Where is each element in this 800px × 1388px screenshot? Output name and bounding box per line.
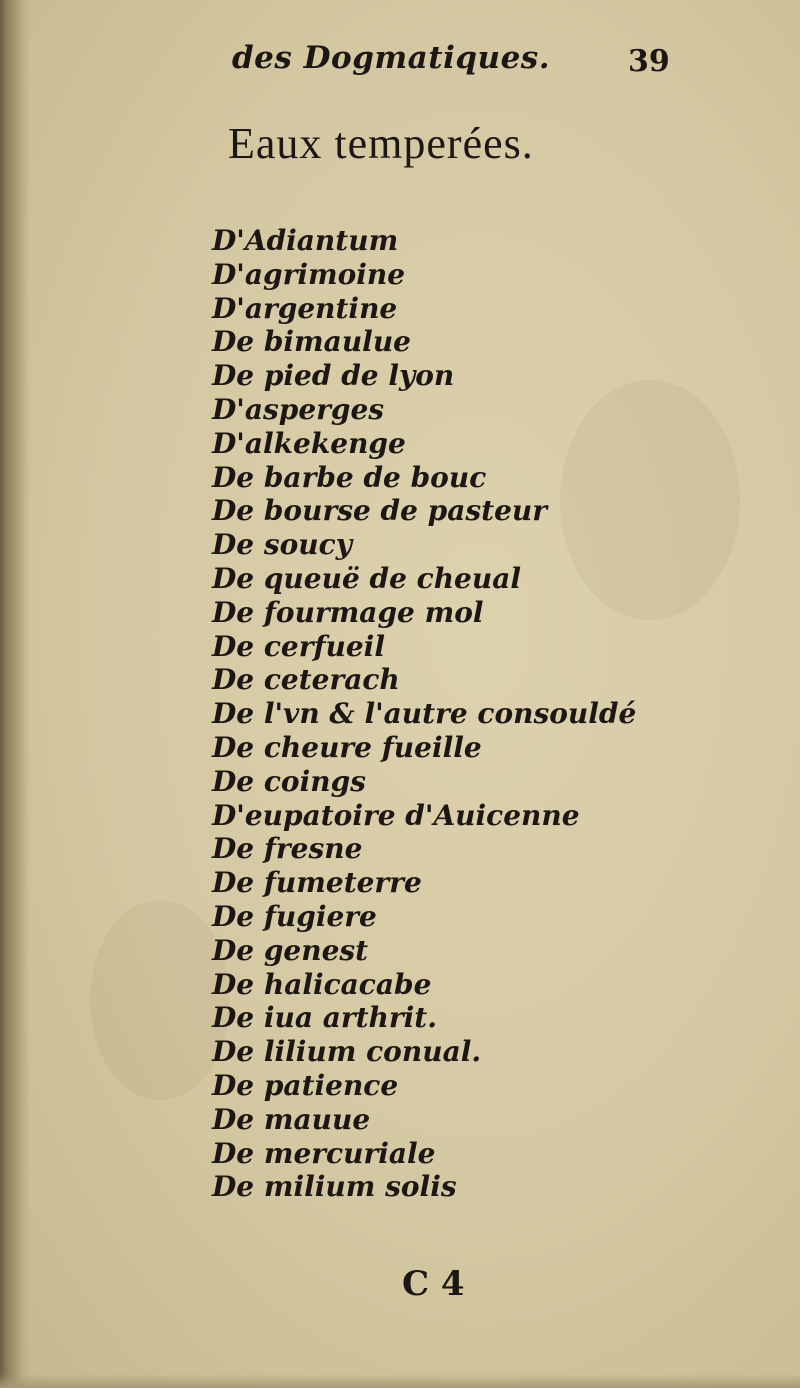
list-item: D'argentine [212,291,398,325]
page-number: 39 [628,44,670,79]
list-item: De coings [212,764,366,798]
entry-list [212,224,636,1204]
list-item: De bourse de pasteur [212,494,548,528]
list-item: De bimaulue [212,325,411,359]
list-item: De fugiere [212,899,377,933]
list-item: De mauue [212,1102,371,1136]
list-item: De soucy [212,528,352,562]
list-item: D'Adiantum [212,224,399,257]
paper-stain [90,900,230,1100]
list-item: De l'vn & l'autre consouldé [212,697,637,731]
list-item: De cerfueil [212,629,385,663]
signature-mark: C 4 [402,1264,465,1304]
list-item: De cheure fueille [212,730,482,764]
list-item: De barbe de bouc [212,460,487,494]
list-item: D'agrimoine [212,257,406,291]
list-item: De lilium conual. [212,1035,482,1069]
gutter-shadow [0,0,30,1388]
list-item: De fresne [212,832,363,866]
list-item: De ceterach [212,663,400,697]
list-item: De genest [212,933,369,967]
list-item: D'asperges [212,392,385,426]
list-item: De mercuriale [212,1136,436,1170]
page-edge [0,1374,800,1388]
list-item: De iua arthrit. [212,1001,437,1035]
section-title: Eaux temperées. [228,119,534,168]
list-item: De halicacabe [212,967,432,1001]
list-item: De patience [212,1068,399,1102]
list-item: De fourmage mol [212,595,484,629]
list-item: D'alkekenge [212,426,406,460]
running-head: des Dogmatiques. [232,40,551,76]
list-item: De fumeterre [212,866,422,900]
list-item: De pied de lyon [212,359,455,393]
list-item: De queuë de cheual [212,561,522,595]
list-item: D'eupatoire d'Auicenne [212,798,580,832]
list-item: De milium solis [212,1170,457,1204]
